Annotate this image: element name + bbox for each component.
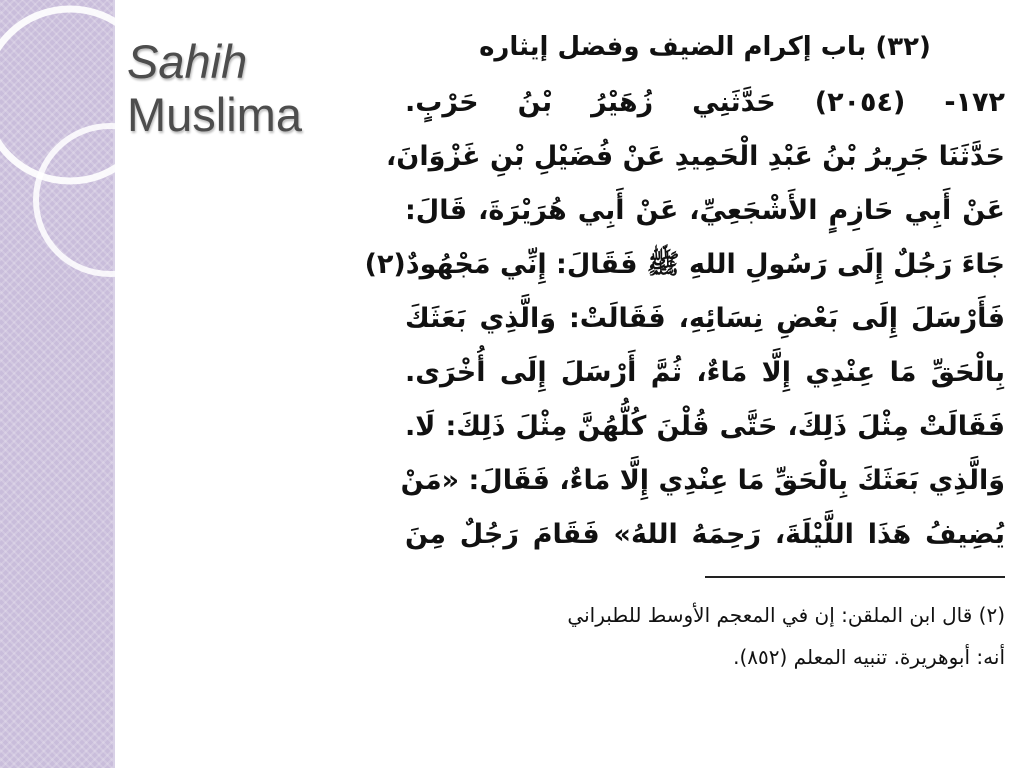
slide-title-line-1: Sahih bbox=[127, 35, 248, 88]
hadith-line: فَأَرْسَلَ إِلَى بَعْضِ نِسَائِهِ، فَقَالَتْ: وَالَّذِي بَعَثَكَ bbox=[405, 303, 1005, 334]
hadith-text bbox=[364, 76, 1005, 562]
footnote-separator bbox=[705, 576, 1005, 578]
hadith-line: يُضِيفُ هَذَا اللَّيْلَةَ، رَحِمَهُ اللهُ» فَقَامَ رَجُلٌ مِنَ bbox=[405, 519, 1005, 550]
slide-title-line-2: Muslima bbox=[127, 87, 302, 141]
decorative-arc-small bbox=[36, 126, 184, 274]
footnotes bbox=[405, 594, 1005, 678]
hadith-line: وَالَّذِي بَعَثَكَ بِالْحَقِّ مَا عِنْدِي إِلَّا مَاءٌ، فَقَالَ: «مَنْ bbox=[400, 465, 1005, 496]
slide-title bbox=[127, 36, 367, 141]
hadith-line: حَدَّثَنَا جَرِيرُ بْنُ عَبْدِ الْحَمِيدِ عَنْ فُضَيْلِ بْنِ غَزْوَانَ، bbox=[386, 141, 1005, 172]
hadith-line: جَاءَ رَجُلٌ إِلَى رَسُولِ اللهِ ﷺ فَقَالَ: إِنِّي مَجْهُودٌ(٢) bbox=[364, 249, 1005, 280]
footnote-line: (٢) قال ابن الملقن: إن في المعجم الأوسط للطبراني bbox=[567, 603, 1005, 627]
chapter-heading: (٣٢) باب إكرام الضيف وفضل إيثاره bbox=[479, 32, 931, 62]
hadith-line: ١٧٢- (٢٠٥٤) حَدَّثَنِي زُهَيْرُ بْنُ حَرْبٍ. bbox=[405, 87, 1005, 118]
hadith-line: فَقَالَتْ مِثْلَ ذَلِكَ، حَتَّى قُلْنَ كُلُّهُنَّ مِثْلَ ذَلِكَ: لَا. bbox=[405, 411, 1005, 442]
scanned-book-page bbox=[364, 26, 1005, 678]
hadith-line: بِالْحَقِّ مَا عِنْدِي إِلَّا مَاءٌ، ثُمَّ أَرْسَلَ إِلَى أُخْرَى. bbox=[405, 357, 1005, 388]
hadith-line: عَنْ أَبِي حَازِمٍ الأَشْجَعِيِّ، عَنْ أَبِي هُرَيْرَةَ، قَالَ: bbox=[405, 195, 1005, 226]
footnote-line: أنه: أبوهريرة. تنبيه المعلم (٨٥٢). bbox=[733, 645, 1005, 669]
